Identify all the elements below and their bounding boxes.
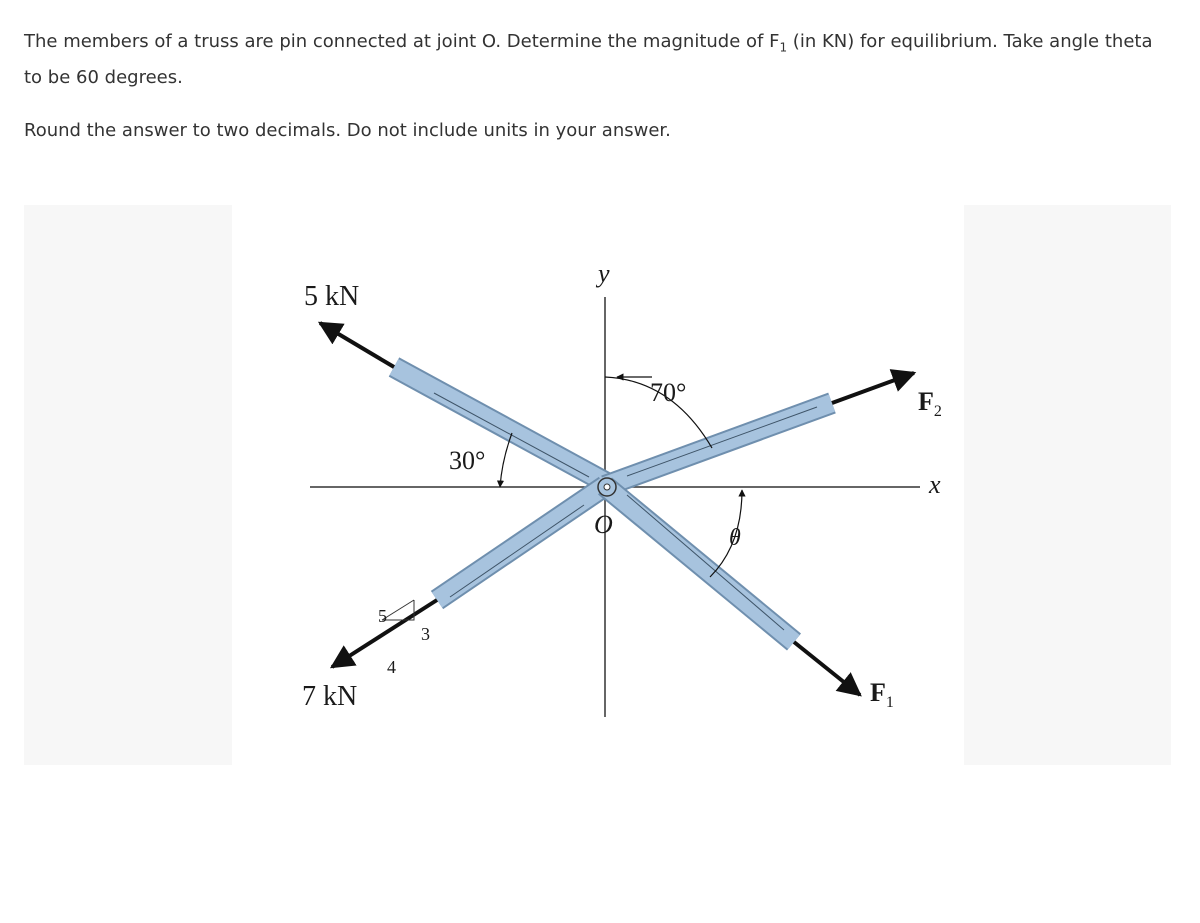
member-upper-right xyxy=(605,403,832,486)
question-text-part2: (in KN) for equilibrium. Take angle theta to be 60 degrees. xyxy=(24,31,1153,88)
label-5kn: 5 kN xyxy=(304,281,360,312)
label-7kn: 7 kN xyxy=(302,681,358,712)
member-lower-left xyxy=(437,486,605,600)
left-image-padding xyxy=(24,205,232,765)
label-f2-main: F xyxy=(918,387,934,416)
force-f1-arrow xyxy=(794,642,860,695)
instruction-text: Round the answer to two decimals. Do not include units in your answer. xyxy=(24,120,671,141)
label-slope-5: 5 xyxy=(378,606,387,626)
question-text xyxy=(24,27,1174,93)
label-f1-main: F xyxy=(870,678,886,707)
truss-joint-figure xyxy=(232,205,964,765)
label-slope-4: 4 xyxy=(387,657,396,677)
force-5kn-arrow xyxy=(320,323,394,367)
label-f2 xyxy=(918,387,942,420)
label-y-axis: y xyxy=(598,259,610,288)
truss-diagram xyxy=(232,205,964,765)
label-x-axis: x xyxy=(929,470,941,499)
label-f1-sub: 1 xyxy=(885,694,894,711)
right-image-padding xyxy=(964,205,1171,765)
label-origin-o: O xyxy=(594,510,613,539)
label-70-degrees: 70° xyxy=(650,378,687,407)
label-f2-sub: 2 xyxy=(933,403,942,420)
f1-subscript: 1 xyxy=(779,40,788,55)
label-slope-3: 3 xyxy=(421,624,430,644)
member-upper-left xyxy=(394,367,605,482)
label-f1 xyxy=(870,678,894,711)
force-f2-arrow xyxy=(832,373,914,403)
label-30-degrees: 30° xyxy=(449,446,486,475)
member-lower-right xyxy=(605,486,794,642)
label-theta: θ xyxy=(729,525,741,551)
question-text-part1: The members of a truss are pin connected at joint O. Determine the magnitude of F xyxy=(24,31,780,52)
